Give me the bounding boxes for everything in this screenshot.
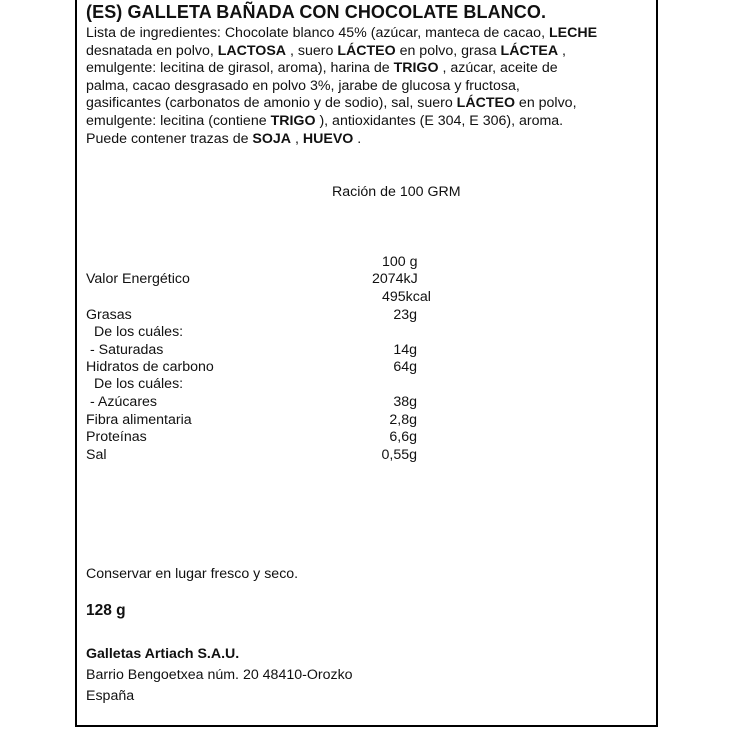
net-weight: 128 g — [86, 602, 126, 619]
nutrient-label: Sal — [86, 447, 107, 463]
allergen: LACTOSA — [217, 42, 287, 59]
nutrient-label: Hidratos de carbono — [86, 359, 214, 375]
ingredients-text: Lista de ingredientes: Chocolate blanco 45% (azúcar, manteca de cacao, — [86, 25, 549, 41]
ingredients-text: ), antioxidantes (E 304, E 306), aroma. — [315, 112, 564, 129]
nutrient-label: Proteínas — [86, 429, 147, 445]
nutrient-value: 38g — [393, 394, 417, 410]
ingredients-text: palma, cacao desgrasado en polvo 3%, jarabe de glucosa y fructosa, — [86, 77, 520, 94]
allergen: LÁCTEA — [500, 42, 559, 59]
allergen: LECHE — [548, 25, 598, 41]
nutrient-label: De los cuáles: — [94, 324, 184, 340]
column-header: 100 g — [382, 254, 418, 270]
ingredients-text: , suero — [286, 42, 338, 59]
nutrient-value: 6,6g — [389, 429, 417, 445]
ingredients-text: en polvo, grasa — [395, 42, 501, 59]
nutrient-value: 14g — [393, 342, 417, 358]
ingredients-text: Puede contener trazas de — [86, 130, 253, 147]
nutrient-value: 23g — [393, 307, 417, 323]
ingredients-text: desnatada en polvo, — [86, 42, 218, 59]
portion-heading: Ración de 100 GRM — [332, 184, 461, 200]
energy-kcal: 495kcal — [382, 289, 431, 305]
ingredients-text: . — [353, 130, 362, 147]
nutrient-value: 0,55g — [381, 447, 417, 463]
ingredients-text: emulgente: lecitina (contiene — [86, 112, 271, 129]
ingredients-text: emulgente: lecitina de girasol, aroma), harina de — [86, 60, 394, 77]
nutrient-value: 64g — [393, 359, 417, 375]
energy-label: Valor Energético — [86, 271, 190, 287]
nutrient-label: - Saturadas — [90, 342, 164, 358]
storage-instructions: Conservar en lugar fresco y seco. — [86, 566, 299, 582]
nutrient-label: Grasas — [86, 307, 132, 323]
product-title: (ES) GALLETA BAÑADA CON CHOCOLATE BLANCO. — [86, 2, 547, 22]
company-name: Galletas Artiach S.A.U. — [86, 646, 240, 662]
allergen: TRIGO — [393, 60, 439, 77]
company-address: Barrio Bengoetxea núm. 20 48410-Orozko — [86, 667, 353, 683]
nutrient-label: De los cuáles: — [94, 376, 184, 392]
allergen: LÁCTEO — [456, 95, 515, 112]
nutrient-label: Fibra alimentaria — [86, 412, 192, 428]
allergen: LÁCTEO — [337, 42, 396, 59]
ingredients-text: en polvo, — [514, 95, 577, 112]
ingredients-list — [86, 25, 646, 148]
energy-kj: 2074kJ — [372, 271, 418, 287]
allergen: TRIGO — [270, 112, 316, 129]
company-country: España — [86, 688, 135, 704]
allergen: SOJA — [252, 130, 292, 147]
allergen: HUEVO — [302, 130, 354, 147]
ingredients-text: , azúcar, aceite de — [438, 60, 558, 77]
nutrient-value: 2,8g — [389, 412, 417, 428]
ingredients-text: , — [558, 42, 566, 59]
ingredients-text: gasificantes (carbonatos de amonio y de sodio), sal, suero — [86, 95, 457, 112]
nutrient-label: - Azúcares — [90, 394, 158, 410]
ingredients-text: , — [291, 130, 303, 147]
